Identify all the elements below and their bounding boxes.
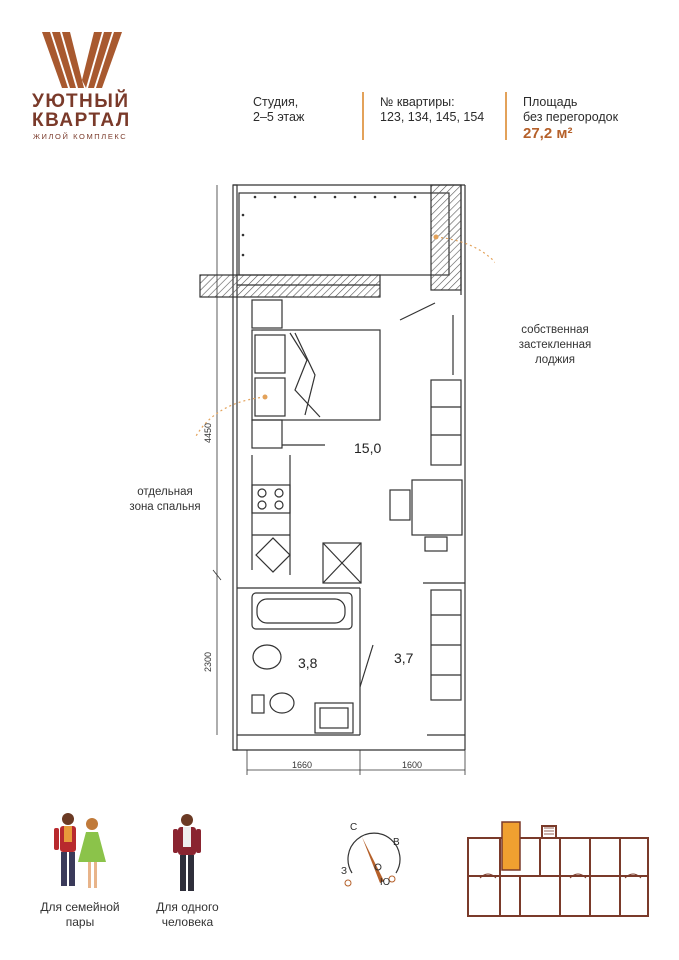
apartment-numbers-label: № квартиры:	[380, 95, 455, 109]
apartment-highlight	[502, 822, 520, 870]
apartment-numbers-value: 123, 134, 145, 154	[380, 110, 485, 124]
building-floorplan	[460, 818, 655, 928]
outer-wall-left	[233, 185, 237, 750]
loggia-note	[500, 323, 610, 368]
apartment-numbers	[380, 95, 484, 125]
dimension-left-top: 4450	[203, 422, 213, 443]
room-main-area: 15,0	[354, 440, 382, 456]
single-caption	[140, 900, 235, 930]
couple-caption	[25, 900, 135, 930]
table	[412, 480, 462, 535]
single-caption-line2: человека	[161, 915, 214, 929]
brand-subtitle: ЖИЛОЙ КОМПЛЕКС	[33, 132, 128, 141]
single-caption-line1: Для одного	[156, 900, 219, 914]
dimension-bottom-right: 1600	[402, 760, 423, 770]
couple-caption-line1: Для семейной	[40, 900, 120, 914]
floor-plan	[195, 175, 495, 785]
loggia-note-line3: лоджия	[534, 354, 576, 366]
sleep-zone-note-line2: зона спальня	[129, 501, 201, 513]
room-bath-area: 3,8	[298, 655, 318, 671]
area-label-line2: без перегородок	[523, 110, 619, 124]
header-separator	[362, 92, 364, 140]
sink	[253, 645, 281, 669]
brand-name-line1: УЮТНЫЙ	[32, 91, 130, 112]
brand-logo-icon	[38, 30, 126, 90]
area-label-line1: Площадь	[523, 95, 578, 109]
header-separator	[505, 92, 507, 140]
compass-icon	[340, 825, 410, 895]
stove	[252, 485, 290, 513]
apartment-type-line1: Студия,	[253, 95, 299, 109]
compass-south: Ю	[380, 877, 391, 888]
loggia-note-line2: застекленная	[518, 339, 592, 351]
couple-icon	[50, 810, 112, 895]
area-info	[523, 95, 618, 141]
sleep-zone-note-line1: отдельная	[137, 486, 193, 498]
compass-north: С	[350, 822, 358, 833]
couple-caption-line2: пары	[65, 915, 95, 929]
sleep-zone-note	[105, 485, 225, 515]
dimension-left-bottom: 2300	[203, 651, 213, 672]
apartment-type	[253, 95, 304, 125]
brand-name-line2: КВАРТАЛ	[32, 110, 131, 131]
area-value: 27,2 м²	[523, 125, 573, 142]
compass-east: В	[393, 837, 400, 848]
room-hall-area: 3,7	[394, 650, 414, 666]
loggia	[239, 193, 449, 275]
single-person-icon	[172, 812, 202, 897]
apartment-floors: 2–5 этаж	[253, 110, 305, 124]
loggia-note-line1: собственная	[521, 324, 589, 336]
compass-west: З	[341, 866, 348, 877]
toilet	[270, 693, 294, 713]
bed	[252, 330, 380, 420]
dimension-bottom-left: 1660	[292, 760, 313, 770]
